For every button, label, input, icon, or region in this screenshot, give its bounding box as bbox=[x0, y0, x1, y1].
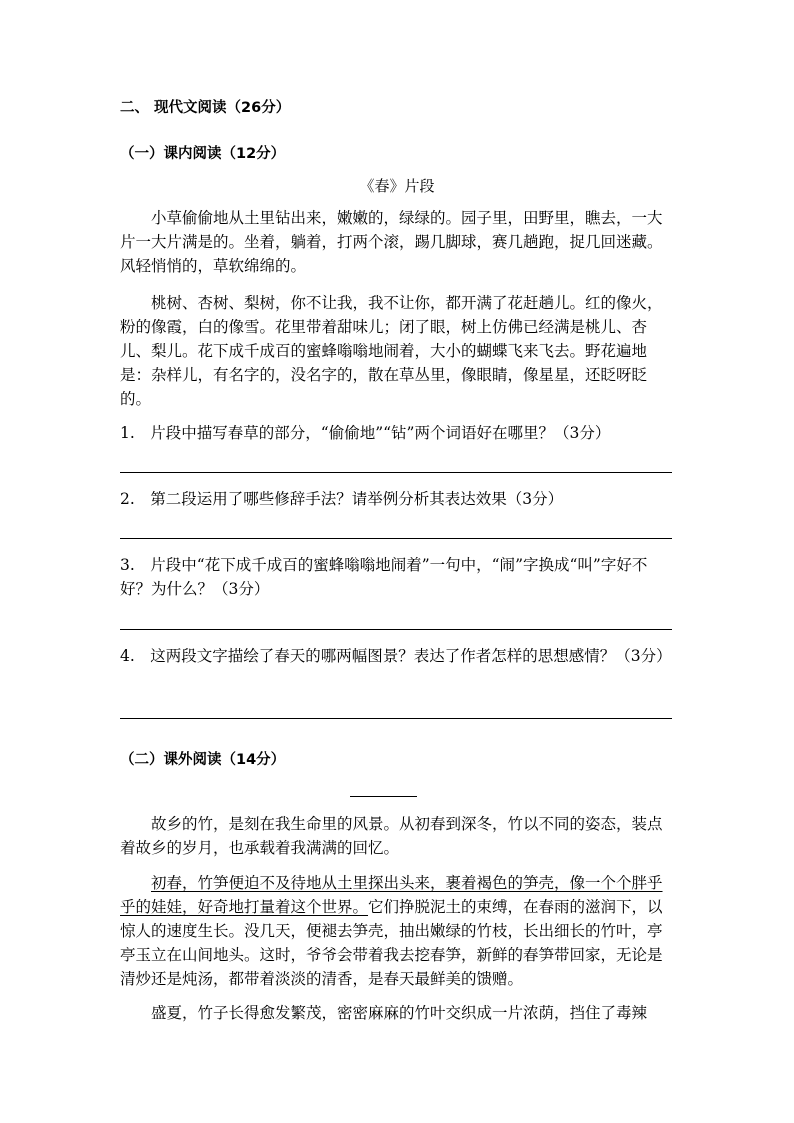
essay-paragraph-2 bbox=[120, 871, 665, 991]
answer-line-4 bbox=[120, 718, 672, 719]
passage-title: 《春》片段 bbox=[359, 177, 435, 195]
answer-line-1 bbox=[120, 472, 672, 473]
answer-line-3 bbox=[120, 629, 672, 630]
underlined-sentence: 初春，竹笋便迫不及待地从土里探出头来，裹着褐色的笋壳，像一个个胖乎乎的娃娃，好奇地打量着这个世界。 bbox=[120, 874, 663, 916]
essay-paragraph-1: 故乡的竹，是刻在我生命里的风景。从初春到深冬，竹以不同的姿态，装点着故乡的岁月，也承载着我满满的回忆。 bbox=[120, 815, 663, 857]
question-2: 2. 第二段运用了哪些修辞手法？请举例分析其表达效果（3分） bbox=[120, 490, 564, 508]
essay-paragraph-2-rest: 它们挣脱泥土的束缚，在春雨的滋润下，以惊人的速度生长。没几天，便褪去笋壳，抽出嫩绿的竹枝，长出细长的竹叶，亭亭玉立在山间地头。这时，爷爷会带着我去挖春笋，新鲜的春笋带回家，无论是清炒还是炖汤，都带着淡淡的清香，是春天最鲜美的馈赠。 bbox=[120, 898, 663, 988]
answer-line-2 bbox=[120, 538, 672, 539]
question-3: 3. 片段中“花下成千成百的蜜蜂嗡嗡地闹着”一句中，“闹”字换成“叫”字好不好？为什么？（3分） bbox=[120, 556, 648, 598]
passage-paragraph-2: 桃树、杏树、梨树，你不让我，我不让你，都开满了花赶趟儿。红的像火，粉的像霞，白的像雪。花里带着甜味儿；闭了眼，树上仿佛已经满是桃儿、杏儿、梨儿。花下成千成百的蜜蜂嗡嗡地闹着，大小的蝴蝶飞来飞去。野花遍地是：杂样儿，有名字的，没名字的，散在草丛里，像眼睛，像星星，还眨呀眨的。 bbox=[120, 294, 663, 408]
passage-paragraph-1: 小草偷偷地从土里钻出来，嫩嫩的，绿绿的。园子里，田野里，瞧去，一大片一大片满是的。坐着，躺着，打两个滚，踢几脚球，赛几趟跑，捉几回迷藏。风轻悄悄的，草软绵绵的。 bbox=[120, 209, 663, 275]
part-one-title: （一）课内阅读（12分） bbox=[120, 146, 286, 162]
title-blank-line bbox=[350, 796, 417, 797]
essay-paragraph-3: 盛夏，竹子长得愈发繁茂，密密麻麻的竹叶交织成一片浓荫，挡住了毒辣 bbox=[151, 1004, 648, 1022]
section-two-title: 二、 现代文阅读（26分） bbox=[120, 100, 291, 116]
part-two-title: （二）课外阅读（14分） bbox=[120, 752, 286, 768]
question-1: 1. 片段中描写春草的部分，“偷偷地”“钻”两个词语好在哪里？（3分） bbox=[120, 424, 611, 442]
question-4: 4. 这两段文字描绘了春天的哪两幅图景？表达了作者怎样的思想感情？（3分） bbox=[120, 647, 672, 665]
